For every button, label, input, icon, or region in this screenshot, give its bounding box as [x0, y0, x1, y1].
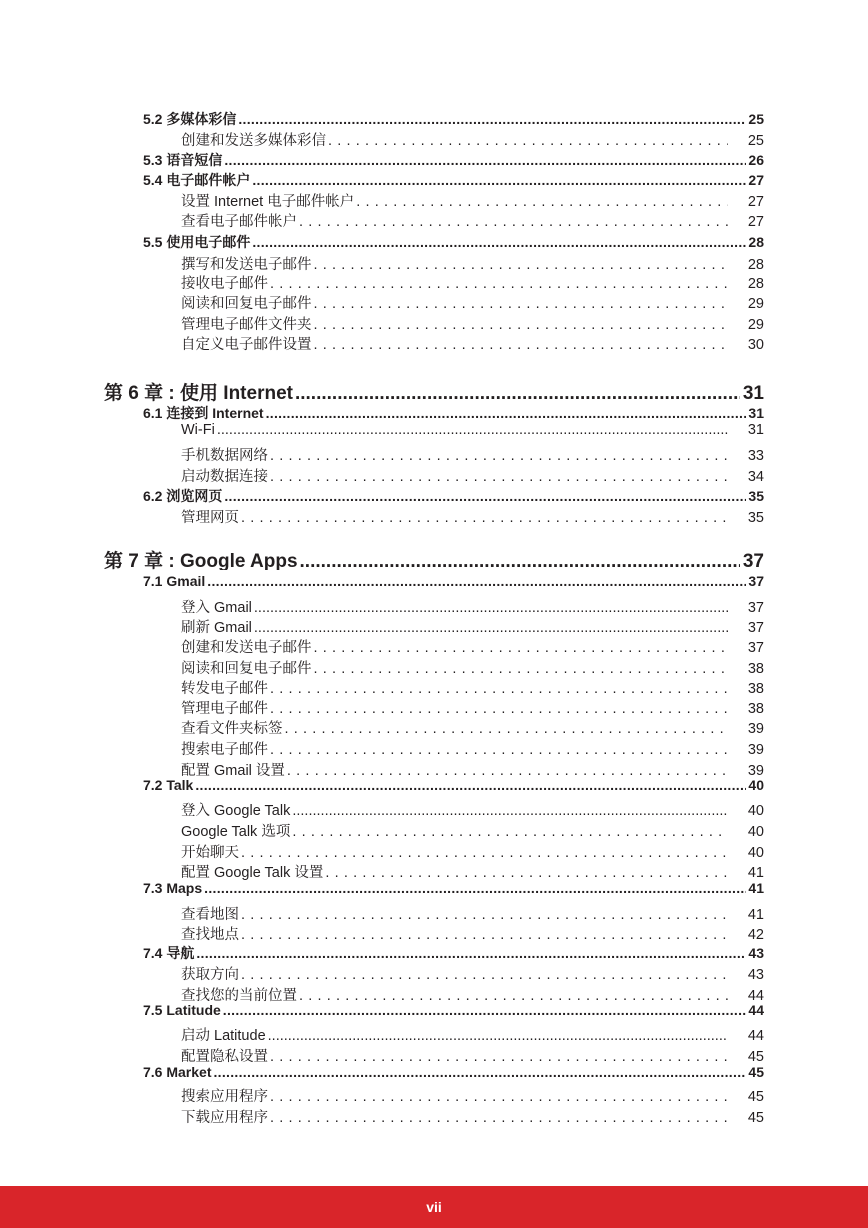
toc-item-row[interactable] — [181, 210, 764, 230]
dot-leader — [241, 510, 728, 526]
toc-item-row[interactable] — [181, 1024, 764, 1044]
toc-page-number: 43 — [748, 945, 764, 961]
dot-leader — [266, 405, 747, 421]
toc-item-row[interactable] — [181, 717, 764, 737]
dot-leader — [268, 1028, 728, 1044]
dot-leader — [270, 681, 728, 697]
toc-page-number: 38 — [747, 661, 764, 677]
toc-entry-title: 阅读和回复电子邮件 — [181, 661, 312, 677]
toc-page-number: 31 — [747, 422, 764, 438]
toc-page-number: 40 — [747, 824, 764, 840]
dot-leader — [207, 573, 746, 589]
toc-entry-title: 设置 Internet 电子邮件帐户 — [181, 194, 355, 210]
toc-entry-title: 7.2 Talk — [143, 777, 194, 793]
toc-page-number: 30 — [747, 337, 764, 353]
toc-page-number: 28 — [747, 257, 764, 273]
toc-page-number: 25 — [748, 111, 764, 127]
toc-page-number: 41 — [747, 865, 764, 881]
toc-page-number: 37 — [747, 600, 764, 616]
toc-item-row[interactable] — [181, 444, 764, 464]
dot-leader — [356, 194, 728, 210]
dot-leader — [223, 1002, 747, 1018]
toc-page-number: 41 — [747, 907, 764, 923]
toc-entry-title: 创建和发送多媒体彩信 — [181, 133, 326, 149]
toc-entry-title: 查看地图 — [181, 907, 239, 923]
dot-leader — [295, 383, 740, 402]
dot-leader — [299, 214, 728, 230]
toc-item-row[interactable] — [181, 506, 764, 526]
toc-section-row[interactable] — [143, 573, 764, 593]
toc-page-number: 39 — [747, 763, 764, 779]
toc-entry-title: 自定义电子邮件设置 — [181, 337, 312, 353]
dot-leader — [238, 111, 746, 127]
dot-leader — [314, 337, 729, 353]
dot-leader — [241, 967, 728, 983]
toc-page-number: 27 — [747, 194, 764, 210]
toc-entry-title: 6.2 浏览网页 — [143, 488, 223, 504]
toc-entry-title: 7.4 导航 — [143, 945, 195, 961]
toc-entry-title: 第 7 章 : Google Apps — [104, 551, 298, 570]
toc-item-row[interactable] — [181, 738, 764, 758]
toc-item-row[interactable] — [181, 1045, 764, 1065]
dot-leader — [270, 276, 728, 292]
dot-leader — [314, 257, 729, 273]
toc-entry-title: 启动 Latitude — [181, 1028, 266, 1044]
page-number: vii — [426, 1199, 442, 1215]
dot-leader — [314, 296, 729, 312]
toc-entry-title: 下载应用程序 — [181, 1110, 268, 1126]
toc-item-row[interactable] — [181, 820, 764, 840]
toc-section-row[interactable] — [143, 232, 764, 252]
toc-page-number: 35 — [748, 488, 764, 504]
toc-page-number: 31 — [748, 405, 764, 421]
dot-leader — [224, 488, 746, 504]
toc-entry-title: 5.2 多媒体彩信 — [143, 111, 237, 127]
dot-leader — [292, 803, 728, 819]
toc-page-number: 28 — [748, 234, 764, 250]
toc-page-number: 44 — [747, 988, 764, 1004]
toc-page-number: 37 — [747, 640, 764, 656]
dot-leader — [270, 1049, 728, 1065]
dot-leader — [270, 701, 728, 717]
dot-leader — [241, 927, 728, 943]
toc-page-number: 39 — [747, 721, 764, 737]
toc-section-row[interactable] — [143, 943, 764, 963]
toc-page-number: 33 — [747, 448, 764, 464]
toc-section-row[interactable] — [143, 1002, 764, 1022]
toc-chapter-row[interactable] — [104, 378, 764, 402]
dot-leader — [325, 865, 728, 881]
dot-leader — [270, 742, 728, 758]
toc-page-number: 38 — [747, 701, 764, 717]
toc-item-row[interactable] — [181, 841, 764, 861]
toc-entry-title: 管理电子邮件文件夹 — [181, 317, 312, 333]
dot-leader — [270, 1089, 728, 1105]
dot-leader — [300, 551, 740, 570]
toc-item-row[interactable] — [181, 759, 764, 779]
toc-entry-title: 查找地点 — [181, 927, 239, 943]
toc-entry-title: 启动数据连接 — [181, 469, 268, 485]
toc-item-row[interactable] — [181, 657, 764, 677]
dot-leader — [196, 945, 746, 961]
toc-section-row[interactable] — [143, 486, 764, 506]
toc-entry-title: 查看文件夹标签 — [181, 721, 283, 737]
toc-entry-title: 管理电子邮件 — [181, 701, 268, 717]
toc-section-row[interactable] — [143, 109, 764, 129]
dot-leader — [252, 234, 746, 250]
dot-leader — [270, 1110, 728, 1126]
toc-page-number: 40 — [747, 845, 764, 861]
toc-item-row[interactable] — [181, 636, 764, 656]
toc-item-row[interactable] — [181, 963, 764, 983]
toc-page-number: 35 — [747, 510, 764, 526]
dot-leader — [314, 661, 729, 677]
toc-page-number: 45 — [748, 1064, 764, 1080]
toc-entry-title: 登入 Gmail — [181, 600, 252, 616]
toc-item-row[interactable] — [181, 313, 764, 333]
toc-entry-title: 7.6 Market — [143, 1064, 212, 1080]
toc-page-number: 41 — [748, 880, 764, 896]
toc-item-row[interactable] — [181, 903, 764, 923]
toc-entry-title: Google Talk 选项 — [181, 824, 291, 840]
dot-leader — [213, 1064, 746, 1080]
toc-entry-title: 第 6 章 : 使用 Internet — [104, 383, 293, 402]
toc-entry-title: 配置 Gmail 设置 — [181, 763, 285, 779]
toc-section-row[interactable] — [143, 403, 764, 423]
toc-page-number: 45 — [747, 1049, 764, 1065]
toc-item-row[interactable] — [181, 465, 764, 485]
toc-section-row[interactable] — [143, 1064, 764, 1084]
dot-leader — [241, 907, 728, 923]
toc-page-number: 44 — [747, 1028, 764, 1044]
toc-entry-title: 6.1 连接到 Internet — [143, 405, 264, 421]
toc-entry-title: 搜索电子邮件 — [181, 742, 268, 758]
toc-item-row[interactable] — [181, 422, 764, 442]
toc-item-row[interactable] — [181, 129, 764, 149]
toc-page-number: 28 — [747, 276, 764, 292]
toc-entry-title: 创建和发送电子邮件 — [181, 640, 312, 656]
toc-item-row[interactable] — [181, 616, 764, 636]
toc-page-number: 27 — [747, 214, 764, 230]
toc-entry-title: 7.5 Latitude — [143, 1002, 221, 1018]
toc-page-number: 43 — [747, 967, 764, 983]
toc-item-row[interactable] — [181, 1085, 764, 1105]
dot-leader — [195, 777, 746, 793]
toc-entry-title: 撰写和发送电子邮件 — [181, 257, 312, 273]
toc-item-row[interactable] — [181, 861, 764, 881]
toc-page-number: 29 — [747, 296, 764, 312]
toc-page-number: 40 — [747, 803, 764, 819]
toc-item-row[interactable] — [181, 190, 764, 210]
dot-leader — [254, 620, 728, 636]
toc-page-number: 34 — [747, 469, 764, 485]
toc-section-row[interactable] — [143, 880, 764, 900]
toc-entry-title: 搜索应用程序 — [181, 1089, 268, 1105]
dot-leader — [328, 133, 728, 149]
toc-entry-title: 转发电子邮件 — [181, 681, 268, 697]
toc-section-row[interactable] — [143, 150, 764, 170]
toc-page-number: 42 — [747, 927, 764, 943]
toc-page-number: 39 — [747, 742, 764, 758]
toc-page-number: 40 — [748, 777, 764, 793]
toc-entry-title: 接收电子邮件 — [181, 276, 268, 292]
toc-page-number: 25 — [747, 133, 764, 149]
toc-section-row[interactable] — [143, 170, 764, 190]
toc-chapter-row[interactable] — [104, 546, 764, 570]
toc-entry-title: 管理网页 — [181, 510, 239, 526]
toc-entry-title: Wi-Fi — [181, 422, 215, 438]
toc-entry-title: 开始聊天 — [181, 845, 239, 861]
dot-leader — [204, 880, 746, 896]
toc-page-number: 38 — [747, 681, 764, 697]
toc-entry-title: 阅读和回复电子邮件 — [181, 296, 312, 312]
toc-entry-title: 7.1 Gmail — [143, 573, 206, 589]
toc-entry-title: 手机数据网络 — [181, 448, 268, 464]
toc-page-number: 44 — [748, 1002, 764, 1018]
toc-entry-title: 获取方向 — [181, 967, 239, 983]
dot-leader — [314, 640, 729, 656]
dot-leader — [224, 152, 746, 168]
toc-item-row[interactable] — [181, 292, 764, 312]
dot-leader — [270, 448, 728, 464]
toc-item-row[interactable] — [181, 596, 764, 616]
toc-item-row[interactable] — [181, 923, 764, 943]
toc-entry-title: 5.5 使用电子邮件 — [143, 234, 251, 250]
toc-item-row[interactable] — [181, 984, 764, 1004]
toc-entry-title: 刷新 Gmail — [181, 620, 252, 636]
toc-page-number: 37 — [742, 551, 764, 570]
toc-entry-title: 5.4 电子邮件帐户 — [143, 172, 251, 188]
toc-page-number: 45 — [747, 1089, 764, 1105]
toc-page-number: 45 — [747, 1110, 764, 1126]
dot-leader — [314, 317, 729, 333]
dot-leader — [254, 600, 728, 616]
toc-entry-title: 查看电子邮件帐户 — [181, 214, 297, 230]
toc-item-row[interactable] — [181, 799, 764, 819]
toc-page-number: 37 — [747, 620, 764, 636]
toc-item-row[interactable] — [181, 697, 764, 717]
toc-item-row[interactable] — [181, 677, 764, 697]
toc-page-number: 27 — [748, 172, 764, 188]
toc-entry-title: 7.3 Maps — [143, 880, 203, 896]
toc-item-row[interactable] — [181, 253, 764, 273]
dot-leader — [217, 422, 728, 438]
toc-item-row[interactable] — [181, 272, 764, 292]
dot-leader — [241, 845, 728, 861]
toc-entry-title: 查找您的当前位置 — [181, 988, 297, 1004]
toc-page-number: 31 — [742, 383, 764, 402]
toc-page-number: 29 — [747, 317, 764, 333]
toc-section-row[interactable] — [143, 777, 764, 797]
dot-leader — [270, 469, 728, 485]
toc-item-row[interactable] — [181, 1106, 764, 1126]
toc-page-number: 26 — [748, 152, 764, 168]
toc-entry-title: 配置隐私设置 — [181, 1049, 268, 1065]
toc-item-row[interactable] — [181, 333, 764, 353]
toc-entry-title: 配置 Google Talk 设置 — [181, 865, 324, 881]
footer-bar — [0, 1186, 868, 1228]
dot-leader — [292, 824, 728, 840]
toc-entry-title: 5.3 语音短信 — [143, 152, 223, 168]
dot-leader — [252, 172, 746, 188]
toc-page-number: 37 — [748, 573, 764, 589]
toc-entry-title: 登入 Google Talk — [181, 803, 291, 819]
dot-leader — [285, 721, 729, 737]
